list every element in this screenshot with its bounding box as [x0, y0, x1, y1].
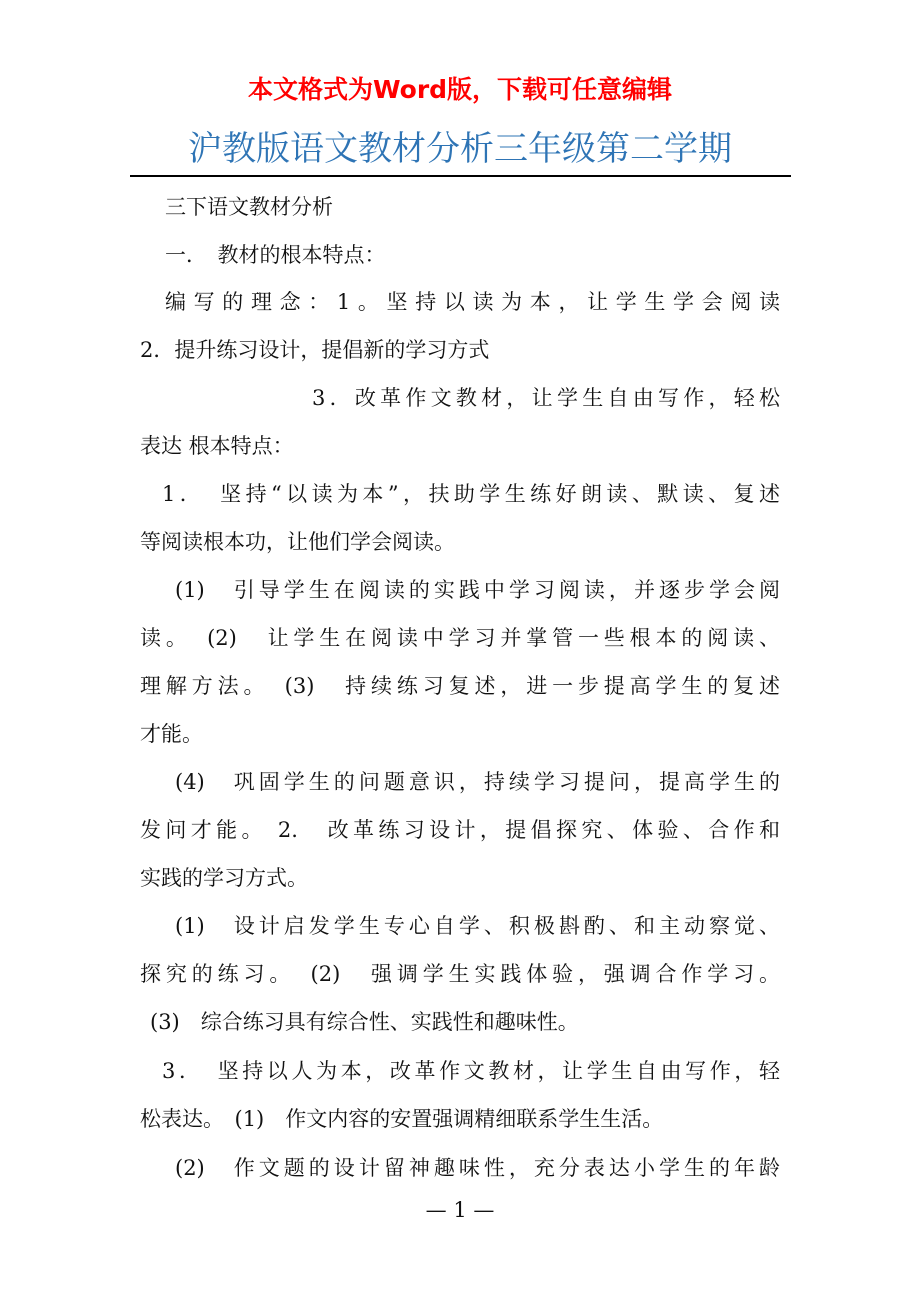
body-line: (1) 引导学生在阅读的实践中学习阅读，并逐步学会阅 — [175, 578, 780, 602]
body-line: 等阅读根本功，让他们学会阅读。 — [140, 530, 455, 554]
body-line: 理解方法。 (3) 持续练习复述，进一步提高学生的复述 — [140, 674, 780, 698]
body-line: 2．提升练习设计，提倡新的学习方式 — [140, 338, 490, 362]
body-line: 三下语文教材分析 — [165, 195, 333, 219]
document-title: 沪教版语文教材分析三年级第二学期 — [188, 129, 732, 169]
body-line: 1． 坚持“以读为本”，扶助学生练好朗读、默读、复述 — [162, 482, 780, 506]
body-line: (1) 设计启发学生专心自学、积极斟酌、和主动察觉、 — [175, 914, 780, 938]
body-line: 读。 (2) 让学生在阅读中学习并掌管一些根本的阅读、 — [140, 626, 780, 650]
body-line: 编写的理念：1。坚持以读为本，让学生学会阅读 — [165, 290, 780, 314]
body-line: 表达 根本特点： — [140, 434, 294, 458]
body-line: 松表达。 (1) 作文内容的安置强调精细联系学生生活。 — [140, 1107, 664, 1131]
page-number: — 1 — — [425, 1198, 495, 1222]
body-line: (3) 综合练习具有综合性、实践性和趣味性。 — [150, 1010, 579, 1034]
body-line: 3． 坚持以人为本，改革作文教材，让学生自由写作，轻 — [162, 1059, 780, 1083]
title-divider — [130, 175, 791, 177]
body-line: (4) 巩固学生的问题意识，持续学习提问，提高学生的 — [175, 770, 780, 794]
body-line: 3．改革作文教材，让学生自由写作，轻松 — [312, 386, 780, 410]
body-line: 发问才能。 2. 改革练习设计，提倡探究、体验、合作和 — [140, 818, 780, 842]
editable-notice-banner: 本文格式为Word版，下载可任意编辑 — [247, 75, 673, 104]
body-line: 才能。 — [140, 722, 203, 746]
body-line: 一． 教材的根本特点： — [165, 243, 386, 267]
body-line: 实践的学习方式。 — [140, 866, 308, 890]
body-line: 探究的练习。 (2) 强调学生实践体验，强调合作学习。 — [140, 962, 780, 986]
body-line: (2) 作文题的设计留神趣味性，充分表达小学生的年龄 — [175, 1156, 780, 1180]
